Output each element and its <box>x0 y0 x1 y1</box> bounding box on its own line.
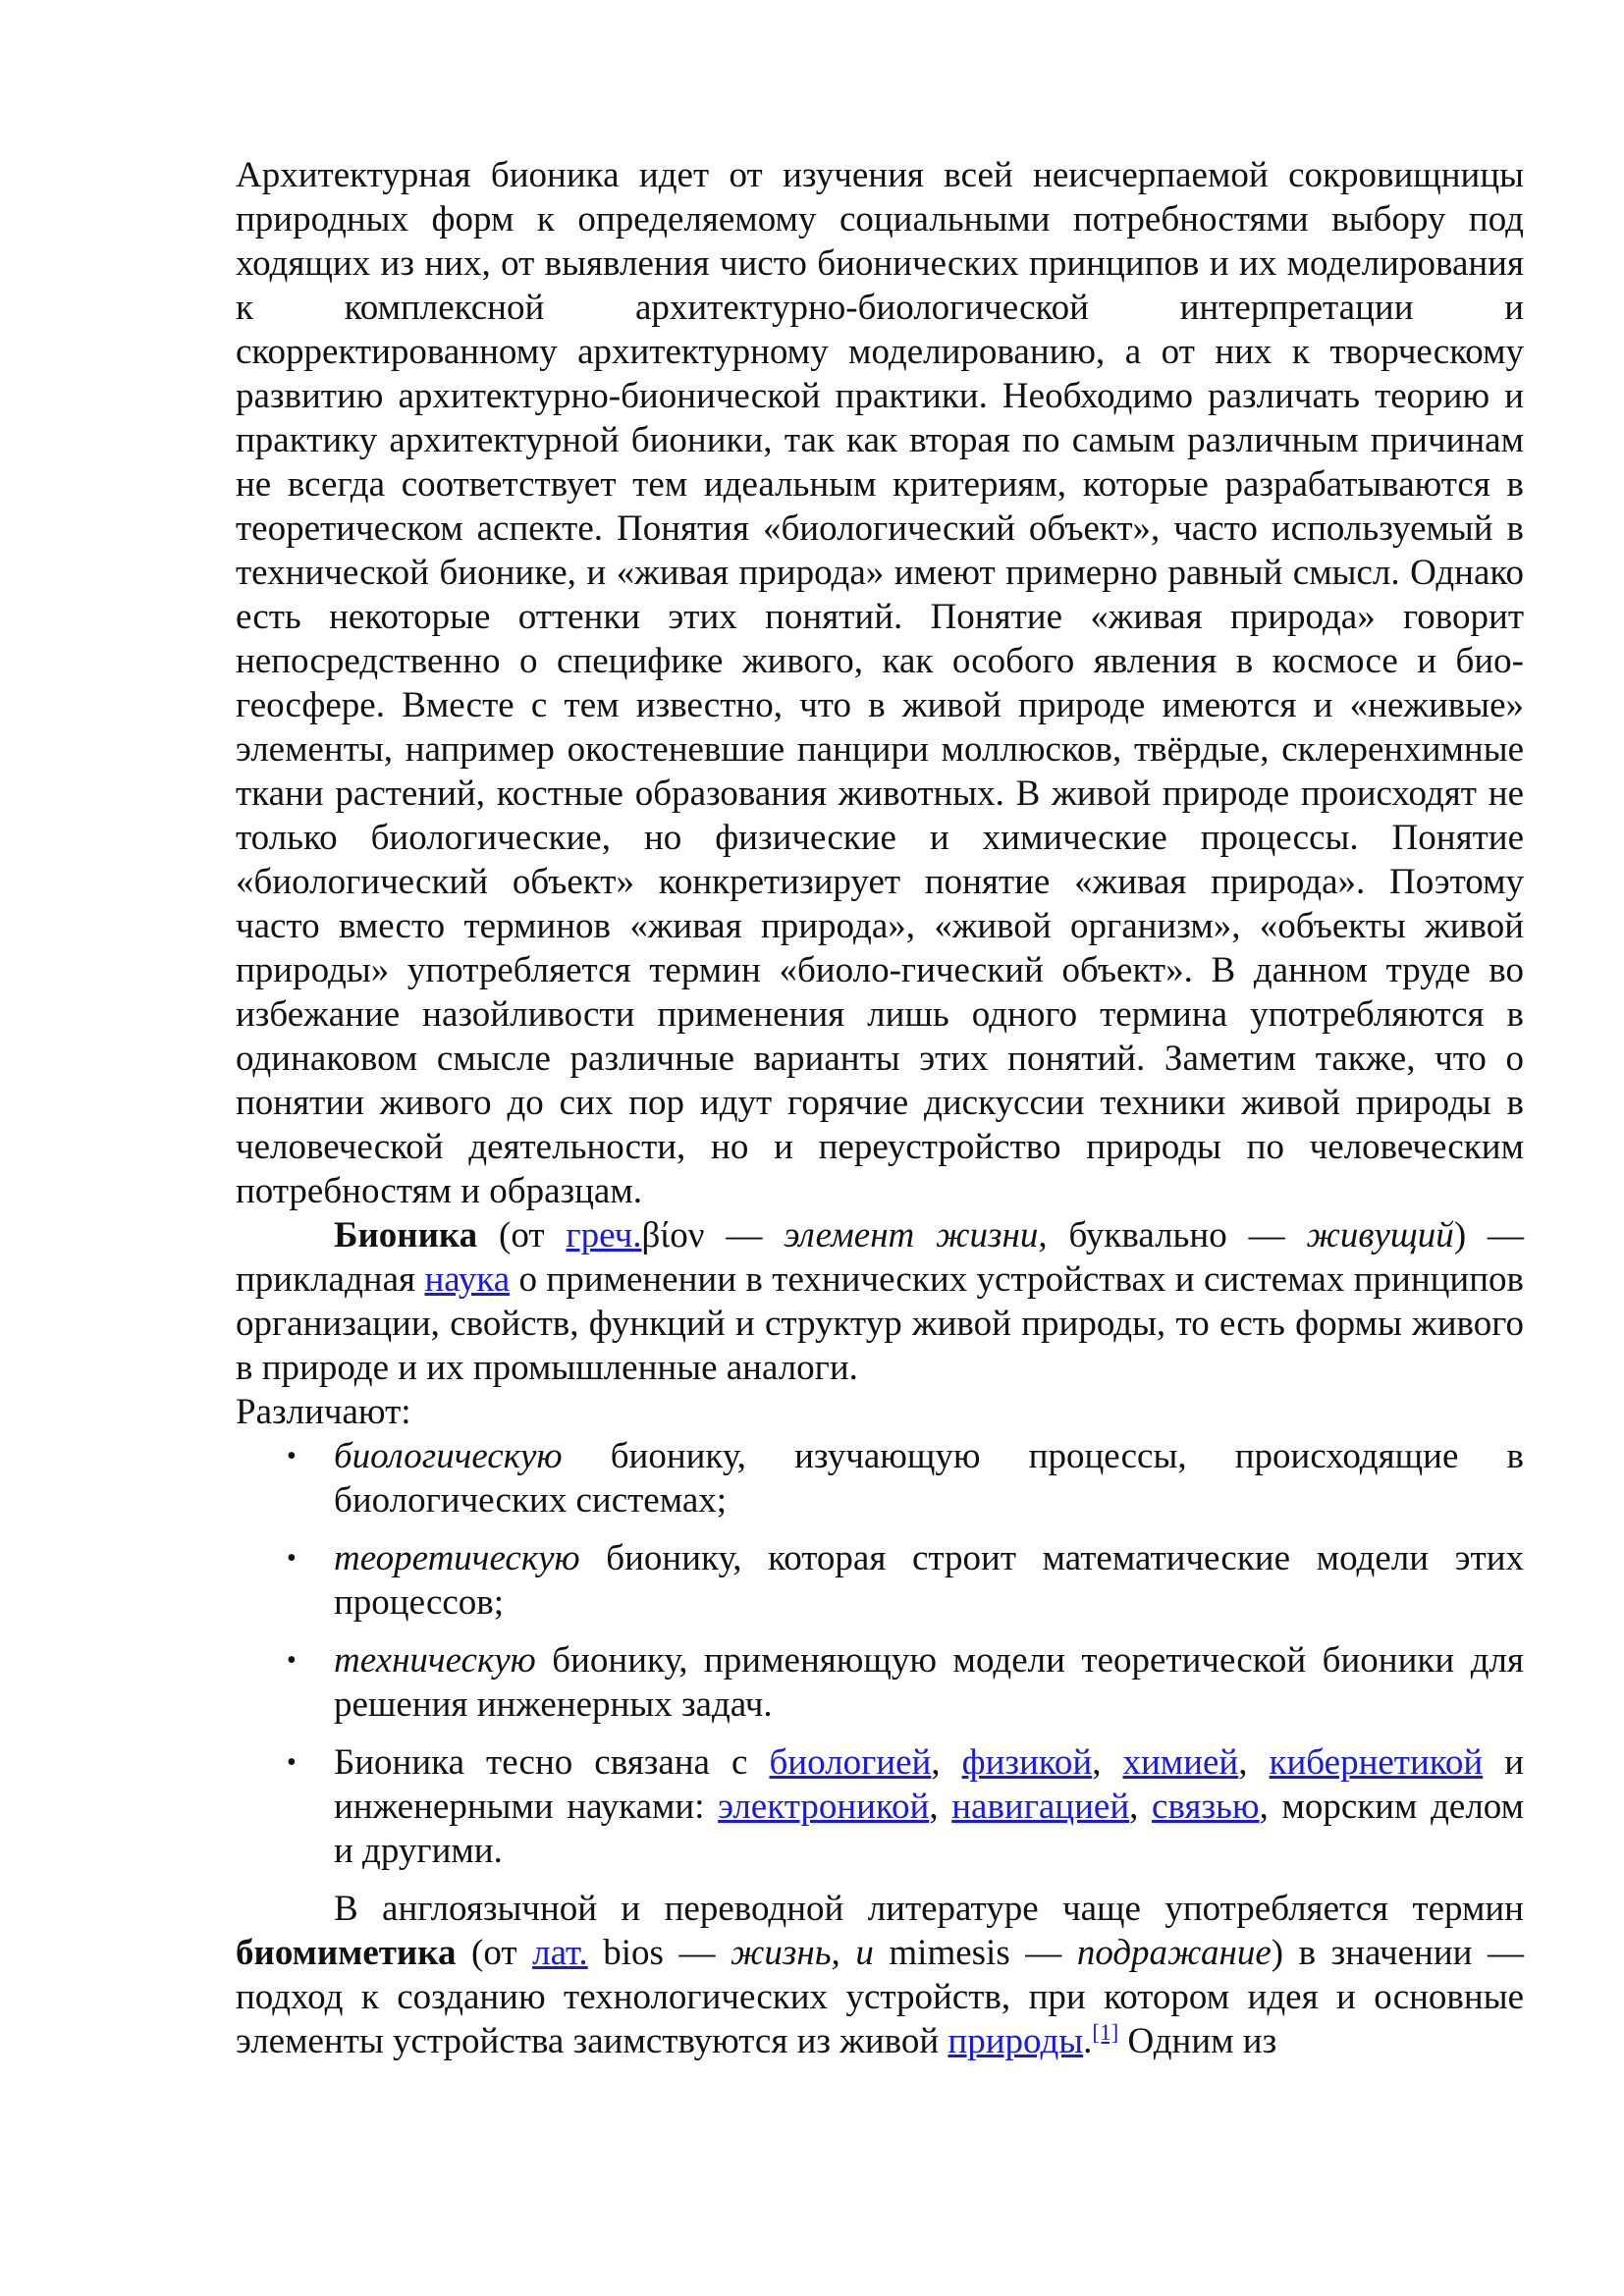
paragraph-biomimetics: В англоязычной и переводной литературе чаще употребляется термин биомиметика (от лат. bios — жизнь, и mimesis — подражание) в значении — подход к созданию технологических устройств, при котором идея и основные элементы устройства заимствуются из живой природы.[1] Одним из <box>236 1889 1524 2061</box>
link-science[interactable]: наука <box>424 1259 511 1300</box>
paragraph-text: Архитектурная бионика идет от изучения всей неисчерпаемой сокровищницы природных форм к определяемому социальными потребностями выбору под ходящих из них, от выявления чисто бионических принципов и их моделирования к комплексной архитектурно-биологической интерпретации и скорректированному архитектурному моделированию, а от них к творческому развитию архитектурно-бионической практики. Необходимо различать теорию и практику архитектурной бионики, так как вторая по самым различным причинам не всегда соответствует тем идеальным критериям, которые разрабатываются в теоретическом аспекте. Понятия «биологический объект», часто используемый в технической бионике, и «живая природа» имеют примерно равный смысл. Однако есть некоторые оттенки этих понятий. Понятие «живая природа» говорит непосредственно о специфике живого, как особого явления в космосе и био-геосфере. Вместе с тем известно, что в живой природе имеются и «неживые» элементы, например окостеневшие панцири моллюсков, твёрдые, склеренхимные ткани растений, костные образования животных. В живой природе происходят не только биологические, но физические и химические процессы. Понятие «биологический объект» конкретизирует понятие «живая природа». Поэтому часто вместо терминов «живая природа», «живой организм», «объекты живой природы» употребляется термин «биоло-гический объект». В данном труде во избежание назойливости применения лишь одного термина употребляются в одинаковом смысле различные варианты этих понятий. Заметим также, что о понятии живого до сих пор идут горячие дискуссии техники живой природы в человеческой деятельности, но и переустройство природы по человеческим потребностям и образцам. <box>236 155 1524 1211</box>
greek-word: βίον <box>641 1215 705 1255</box>
document-page <box>236 153 1524 2063</box>
paragraph-architectural-bionics <box>236 153 1524 1213</box>
bullet-icon: • <box>287 1441 297 1471</box>
bullet-icon: • <box>287 1543 297 1574</box>
footnote-link[interactable]: [1] <box>1092 2020 1119 2045</box>
link-biology[interactable]: биологией <box>769 1742 932 1783</box>
link-chemistry[interactable]: химией <box>1122 1742 1239 1783</box>
link-greek[interactable]: греч. <box>566 1215 642 1255</box>
link-navigation[interactable]: навигацией <box>951 1787 1130 1827</box>
bullet-icon: • <box>287 1645 297 1676</box>
link-latin[interactable]: лат. <box>532 1933 588 1973</box>
link-electronics[interactable]: электроникой <box>718 1787 930 1827</box>
link-physics[interactable]: физикой <box>961 1742 1093 1783</box>
list-item: • биологическую бионику, изучающую процессы, происходящие в биологических системах; <box>287 1436 1524 1521</box>
list-item: • техническую бионику, применяющую модели теоретической бионики для решения инженерных задач. <box>287 1640 1524 1725</box>
term-biomimetics: биомиметика <box>236 1933 457 1973</box>
list-item: • Бионика тесно связана с биологией, физикой, химией, кибернетикой и инженерными науками: электроникой, навигацией, связью, морским делом и другими. <box>287 1742 1525 1871</box>
term-bionics: Бионика <box>334 1215 478 1255</box>
link-nature[interactable]: природы <box>947 2021 1084 2061</box>
list-item: • теоретическую бионику, которая строит математические модели этих процессов; <box>287 1538 1524 1623</box>
link-communication[interactable]: связью <box>1152 1787 1260 1827</box>
distinguish-label: Различают: <box>236 1392 411 1432</box>
bionics-types-list <box>236 1434 1524 1873</box>
link-cybernetics[interactable]: кибернетикой <box>1269 1742 1484 1783</box>
bullet-icon: • <box>287 1747 297 1778</box>
paragraph-bionics-definition: Бионика (от греч.βίον — элемент жизни, буквально — живущий) — прикладная наука о применении в технических устройствах и системах принципов организации, свойств, функций и структур живой природы, то есть формы живого в природе и их промышленные аналоги. <box>236 1215 1524 1388</box>
